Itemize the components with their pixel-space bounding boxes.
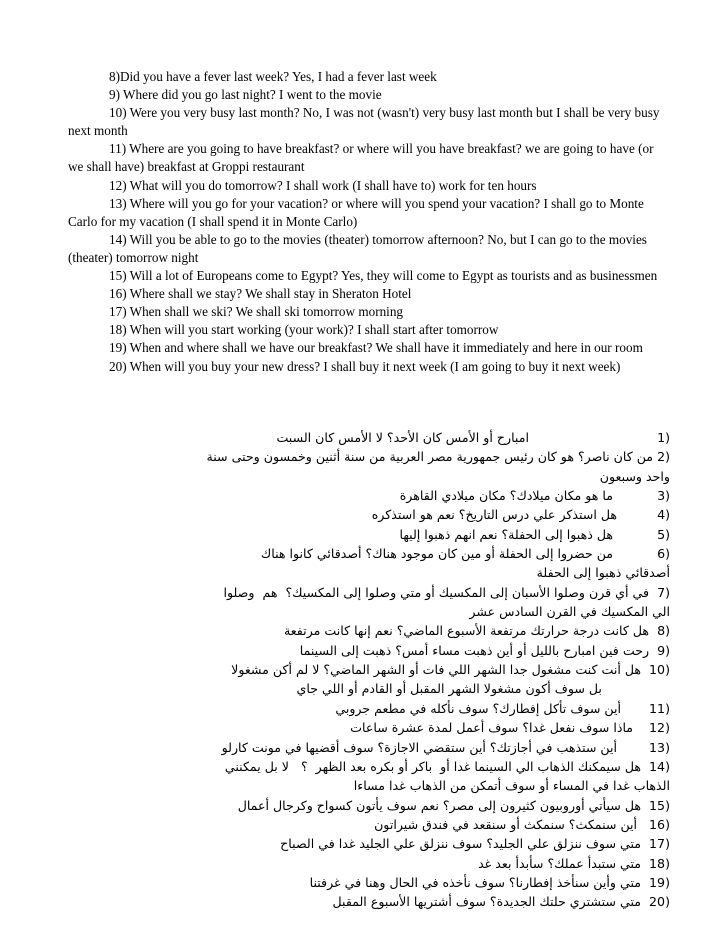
english-qa-item: 19) When and where shall we have our breakfast? We shall have it immediately and here in our room [109,340,643,356]
english-qa-item: 10) Were you very busy last month? No, I was not (wasn't) very busy last month but I shall be very busy next month [68,105,660,139]
english-qa-item: 18) When will you start working (your work)? I shall start after tomorrow [109,322,499,338]
arabic-line-number: 4) [657,507,670,523]
arabic-line [60,699,670,718]
arabic-line [60,447,670,466]
arabic-line [60,854,670,873]
arabic-line-text: هل ذهبوا إلى الحفلة؟ نعم انهم ذهبوا إليها [399,526,658,542]
arabic-line-text: ماذا سوف نفعل غدا؟ سوف أعمل لمدة عشرة ساعات [350,720,650,736]
arabic-qa-list [60,428,670,912]
arabic-line-text: من حضروا إلى الحفلة أو مين كان موجود هناك؟ أصدقائي كانوا هناك [260,546,658,562]
english-qa-item: 11) Where are you going to have breakfast? or where will you have breakfast? we are going to have (or we shall have) breakfast at Groppi restaurant [68,141,654,175]
arabic-line-number: 1) [657,430,670,445]
arabic-line-text: أصدقائي ذهبوا إلى الحفلة [536,565,670,581]
arabic-line [60,602,670,621]
arabic-line-text: من كان ناصر؟ هو كان رئيس جمهورية مصر العربية من سنة أثنين وخمسون وحتى سنة [206,449,658,465]
arabic-line [60,738,670,757]
arabic-line-number: 7) [657,584,670,600]
arabic-line-text: هل أنت كنت مشغول جدا الشهر اللي فات أو الشهر الماضي؟ لا لم أكن مشغولا [231,662,650,678]
arabic-line-text: امبارح أو الأمس كان الأحد؟ لا الأمس كان السبت [276,430,658,445]
arabic-line-number: 10) [649,662,670,678]
arabic-line-text: هل سيأتي أوروبيون كثيرون إلى مصر؟ نعم سوف يأتون كسواح وكرجال أعمال [237,797,650,813]
arabic-line [60,467,670,486]
arabic-line [60,563,670,582]
english-qa-item: 12) What will you do tomorrow? I shall work (I shall have to) work for ten hours [109,177,537,193]
arabic-line-text: رحت فين امبارح بالليل أو أين ذهبت مساء أمس؟ ذهبت إلى السينما [299,642,658,658]
arabic-line-text: الي المكسيك في القرن السادس عشر [469,604,670,620]
arabic-line-text: أين سنمكث؟ سنمكث أو سنقعد في فندق شيراتون [374,816,650,832]
arabic-line-number: 19) [649,874,670,890]
arabic-line [60,892,670,911]
arabic-line-number: 13) [649,739,670,755]
arabic-line-number: 20) [649,894,670,910]
arabic-line [60,776,670,795]
arabic-line-text: متي ستبدأ عملك؟ سأبدأ بعد غد [478,855,650,871]
arabic-line-text: ما هو مكان ميلادك؟ مكان ميلادي القاهرة [399,488,658,504]
arabic-line-number: 17) [649,836,670,852]
arabic-line-text: أين سوف تأكل إفطارك؟ سوف نأكله في مطعم جروبي [335,700,650,716]
arabic-line [60,621,670,640]
arabic-line [60,544,670,563]
arabic-line [60,796,670,815]
arabic-line-number: 18) [649,855,670,871]
arabic-line-number: 2) [657,449,670,465]
arabic-line-number: 6) [657,546,670,562]
arabic-line [60,486,670,505]
english-qa-item: 9) Where did you go last night? I went to the movie [109,87,382,103]
arabic-line-number: 3) [657,488,670,504]
arabic-line [60,873,670,892]
arabic-line-number: 11) [649,700,670,716]
arabic-line-text: في أي قرن وصلوا الأسبان إلى المكسيك أو متي وصلوا إلى المكسيك؟ هم وصلوا [223,584,658,600]
english-qa-item: 14) Will you be able to go to the movies (theater) tomorrow afternoon? No, but I can go to the movies (theater) tomorrow night [68,231,647,265]
english-qa-item: 17) When shall we ski? We shall ski tomorrow morning [109,304,404,320]
arabic-line [60,757,670,776]
arabic-line-text: هل استذكر علي درس التاريخ؟ نعم هو استذكره [371,507,658,523]
arabic-line-text: متي وأين سنأخذ إفطارنا؟ سوف نأخذه في الحال وهنا في غرفتنا [309,874,650,890]
arabic-line [60,583,670,602]
arabic-line-text: متي سوف ننزلق علي الجليد؟ سوف ننزلق علي الجليد غدا في الصباح [280,836,650,852]
english-qa-item: 8)Did you have a fever last week? Yes, I had a fever last week [109,69,437,84]
arabic-line-number: 9) [657,642,670,658]
arabic-line [60,505,670,524]
english-qa-item: 15) Will a lot of Europeans come to Egypt? Yes, they will come to Egypt as tourists and as businessmen [109,268,658,284]
arabic-line [60,679,670,698]
arabic-line-text: الذهاب غدا في المساء أو سوف أتمكن من الذهاب غدا مساءا [353,778,670,794]
arabic-line [60,641,670,660]
arabic-line-number: 15) [649,797,670,813]
arabic-line [60,834,670,853]
arabic-line-text: واحد وسبعون [599,468,670,484]
english-qa-item: 13) Where will you go for your vacation? or where will you spend your vacation? I shall go to Monte Carlo for my vacation (I shall spend it in Monte Carlo) [68,195,644,229]
arabic-line [60,660,670,679]
arabic-line-text: أين ستذهب في أجازتك؟ أين ستقضي الاجازة؟ سوف أقضيها في مونت كارلو [221,739,650,755]
english-qa-list [68,68,666,376]
arabic-line-number: 5) [657,526,670,542]
english-qa-item: 16) Where shall we stay? We shall stay in Sheraton Hotel [109,286,412,302]
arabic-line [60,428,670,447]
arabic-line-text: هل سيمكنك الذهاب الي السينما غدا أو باكر أو بكره بعد الظهر ؟ لا بل يمكنني [224,758,650,774]
arabic-line [60,718,670,737]
arabic-line [60,815,670,834]
arabic-line-number: 8) [657,623,670,639]
english-qa-item: 20) When will you buy your new dress? I shall buy it next week (I am going to buy it next week) [109,358,621,374]
arabic-line-text: هل كانت درجة حرارتك مرتفعة الأسبوع الماضي؟ نعم إنها كانت مرتفعة [283,623,658,639]
arabic-line [60,525,670,544]
arabic-line-number: 16) [649,816,670,832]
arabic-line-number: 12) [649,720,670,736]
arabic-line-number: 14) [649,758,670,774]
arabic-line-text: متي ستشتري حلتك الجديدة؟ سوف أشتريها الأسبوع المقبل [332,894,650,910]
arabic-line-text: بل سوف أكون مشغولا الشهر المقبل أو القادم أو اللي جاي [296,681,670,697]
